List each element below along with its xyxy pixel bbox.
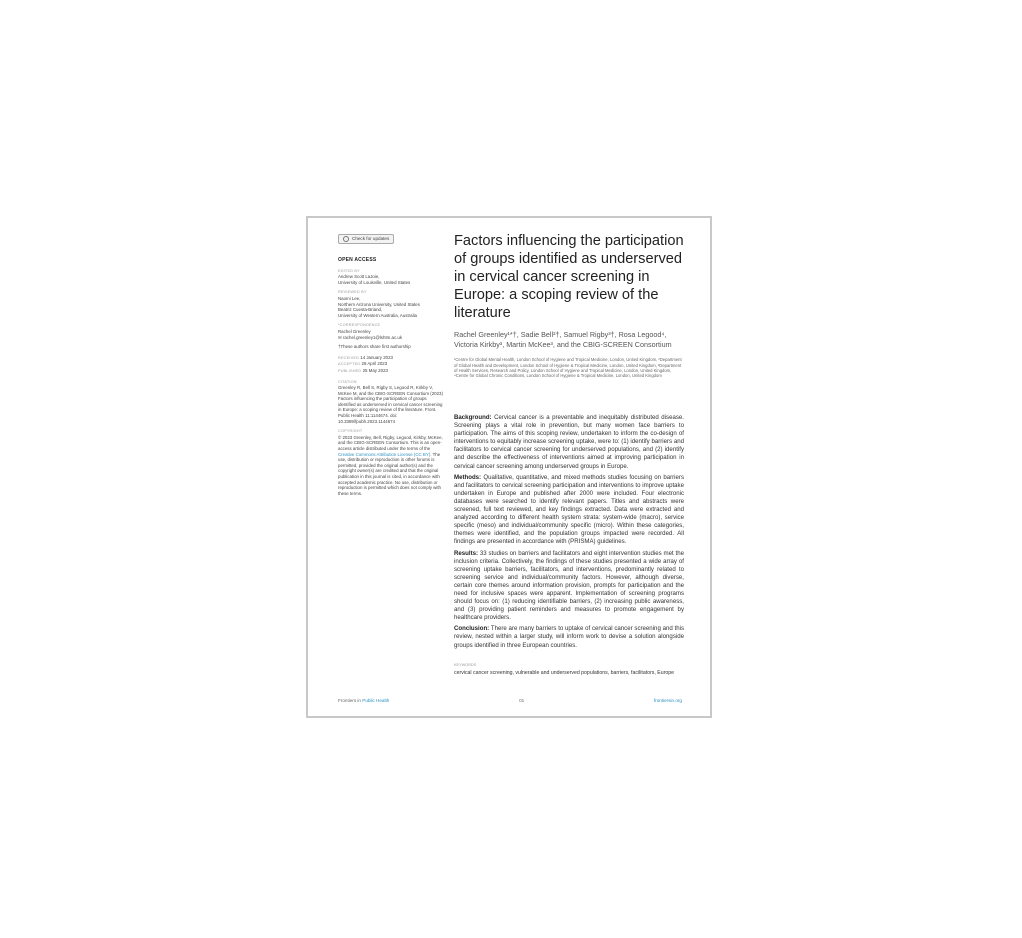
keywords-text: cervical cancer screening, vulnerable and underserved populations, barriers, facilitators, Europe (454, 670, 675, 676)
abstract (454, 414, 684, 653)
copyright-text-a: © 2023 Greenley, Bell, Rigby, Legood, Kirkby, McKee, and the CBIG-SCREEN Consortium. This is an open-access article distributed under the terms of the (338, 434, 443, 452)
affiliations: ¹Centre for Global Mental Health, London School of Hygiene and Tropical Medicine, London, United Kingdom, ²Department of Global Health and Development, London School of Hygiene & Tropical Medicine, London, United Kingdom, ³Department of Health Services, Research and Policy, London School of Hygiene and Tropical Medicine, London, United Kingdom, ⁴Centre for Global Chronic Conditions, London School of Hygiene & Tropical Medicine, London, United Kingdom (454, 357, 682, 379)
citation-text: Greenley R, Bell S, Rigby S, Legood R, Kirkby V, McKee M, and the CBIG-SCREEN Consortium (2023) Factors influencing the participation of groups identified as underserved in cervical cancer screening in Europe: a scoping review of the literature. Front. Public Health 11:1144674. doi: 10.3389/fpubh.2023.1144674 (338, 385, 443, 424)
correspondent-email-text: rachel.greenley1@lshtm.ac.uk (342, 334, 403, 340)
date-label-published: PUBLISHED (338, 368, 362, 373)
correspondence-heading: *CORRESPONDENCE (338, 323, 381, 328)
reviewer-affiliation: Northern Arizona University, United States (338, 301, 420, 307)
article-header (454, 232, 684, 379)
correspondent-email[interactable] (338, 335, 444, 341)
journal-prefix: Frontiers in (338, 698, 363, 703)
editor-name: Andrew Scott LaJoie, (338, 274, 380, 280)
author-list: Rachel Greenley¹*†, Sadie Bell²†, Samuel Rigby³†, Rosa Legood⁴, Victoria Kirkby³, Martin McKee³, and the CBIG-SCREEN Consortium (454, 330, 672, 349)
dates-block (338, 355, 444, 375)
conclusion-label: Conclusion: (454, 625, 490, 633)
citation-heading: CITATION (338, 379, 357, 384)
reviewer-name: Naomi Lee, (338, 295, 361, 301)
abstract-methods (454, 474, 684, 547)
methods-label: Methods: (454, 473, 482, 481)
correspondent-name: Rachel Greenley (338, 328, 371, 334)
article-title: Factors influencing the participation of groups identified as underserved in cervical cancer screening in Europe: a scoping review of the literature (454, 233, 684, 321)
background-label: Background: (454, 414, 492, 421)
reviewer-name: Beatriz Cuesta-Briand, (338, 307, 383, 313)
page-footer (338, 698, 682, 703)
paper-page (306, 216, 712, 718)
date-value-published: 25 May 2023 (362, 367, 388, 373)
edited-by-heading: EDITED BY (338, 268, 360, 273)
conclusion-text: There are many barriers to uptake of cervical cancer screening and this review, nested within a larger study, will inform work to devise a solution alongside groups identified in three European countries. (454, 625, 684, 649)
abstract-background (454, 414, 684, 471)
refresh-icon (343, 236, 349, 242)
journal-name[interactable] (338, 698, 389, 703)
license-link[interactable]: Creative Commons Attribution License (CC BY) (338, 451, 431, 457)
date-label-received: RECEIVED (338, 355, 360, 360)
copyright-text-b: . The use, distribution or reproduction in other forums is permitted, provided the original author(s) and the copyright owner(s) are credited and that the original publication in this journal is cited, in accordance with accepted academic practice. No use, distribution or reproduction is permitted which does not comply with these terms. (338, 451, 441, 496)
copyright-text (338, 435, 444, 497)
date-label-accepted: ACCEPTED (338, 362, 361, 367)
keywords-heading: KEYWORDS (454, 663, 477, 667)
abstract-conclusion (454, 625, 684, 649)
editor-affiliation: University of Louisville, United States (338, 279, 411, 285)
page-number: 01 (519, 698, 525, 703)
results-label: Results: (454, 549, 479, 557)
site-link[interactable]: frontiersin.org (653, 698, 682, 703)
copyright-heading: COPYRIGHT (338, 429, 363, 434)
check-for-updates-label: Check for updates (352, 236, 390, 242)
abstract-results (454, 550, 684, 623)
check-for-updates-button[interactable] (338, 234, 394, 244)
reviewed-by-heading: REVIEWED BY (338, 290, 367, 295)
background-text: Cervical cancer is a preventable and inequitably distributed disease. Screening plays a vital role in prevention, but many women face barriers to participation. The aims of this scoping review, undertaken to inform the co-design of interventions to equitably increase screening uptake, were to: (1) identify barriers and facilitators to cervical cancer screening for underserved populations, and (2) identify and describe the effectiveness of interventions aimed at improving participation in cervical cancer screening among underserved groups in Europe. (454, 414, 684, 470)
authorship-note: †These authors share first authorship (338, 344, 411, 350)
open-access-label: OPEN ACCESS (338, 257, 377, 263)
journal-link: Public Health (362, 698, 390, 703)
results-text: 33 studies on barriers and facilitators and eight intervention studies met the inclusion criteria. Collectively, the findings of these studies presented a wide array of screening uptake barriers, facilitators, and interventions, predominantly related to screening service and individual/community factors. However, although diverse, certain core themes around information provision, prompts for participation and the need for inclusive spaces were apparent. Implementation of screening programs should focus on: (1) reducing identifiable barriers, (2) increasing public awareness, and (3) providing patient reminders and measures to promote engagement by healthcare providers. (454, 549, 684, 622)
methods-text: Qualitative, quantitative, and mixed methods studies focusing on barriers and facilitators to cervical screening participation and interventions to improve uptake undertaken in Europe and published after 2000 were included. Four electronic databases were searched to identify relevant papers. Titles and abstracts were screened, full text reviewed, and key findings extracted. Data were extracted and analyzed according to different health system strata: system-wide (macro), service specific (meso) and individual/community specific (micro). Within these categories, themes were identified, and the population groups impacted were recorded. All findings are presented in accordance with (PRISMA) guidelines. (454, 473, 684, 546)
reviewer-affiliation: University of Western Australia, Australia (338, 312, 417, 318)
article-sidebar (338, 234, 444, 496)
date-value-accepted: 28 April 2023 (361, 361, 388, 367)
date-value-received: 14 January 2023 (360, 354, 393, 360)
email-icon: ✉ (338, 334, 343, 340)
